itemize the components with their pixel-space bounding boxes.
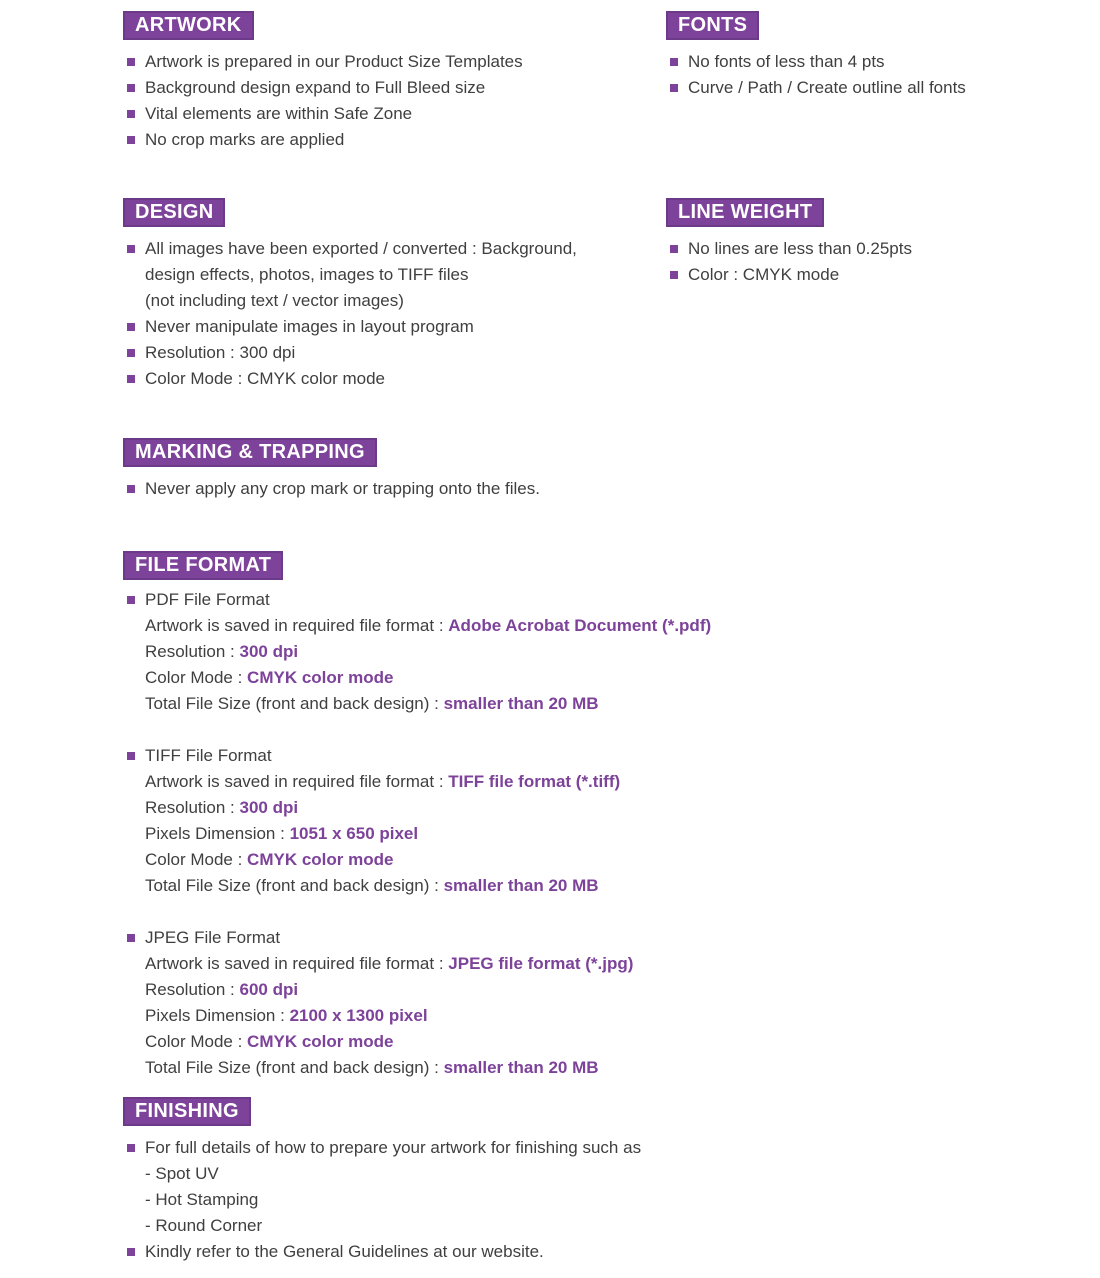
row-value: smaller than 20 MB bbox=[443, 876, 599, 895]
row-label: Resolution : bbox=[145, 642, 240, 661]
list-item-text: (not including text / vector images) bbox=[145, 291, 404, 310]
row-value: 300 dpi bbox=[239, 798, 299, 817]
list-item-text: Background design expand to Full Bleed size bbox=[145, 78, 486, 97]
list-item-text: - Hot Stamping bbox=[145, 1190, 259, 1209]
file-format-row bbox=[123, 951, 711, 977]
bullet-square-icon bbox=[127, 934, 135, 942]
file-format-heading-text: PDF File Format bbox=[145, 590, 270, 609]
section-artwork-title: ARTWORK bbox=[123, 11, 254, 40]
list-item-text: No lines are less than 0.25pts bbox=[688, 239, 912, 258]
finishing-list bbox=[123, 1135, 641, 1265]
list-item-text: All images have been exported / converted : Background, bbox=[145, 239, 577, 258]
file-format-row bbox=[123, 1029, 711, 1055]
file-format-row bbox=[123, 821, 711, 847]
file-format-block-jpeg bbox=[123, 925, 711, 1081]
row-value: 2100 x 1300 pixel bbox=[289, 1006, 428, 1025]
list-item bbox=[123, 1135, 641, 1161]
artwork-list bbox=[123, 49, 523, 153]
row-value: CMYK color mode bbox=[247, 850, 394, 869]
line-weight-list bbox=[666, 236, 912, 288]
bullet-square-icon bbox=[127, 596, 135, 604]
bullet-square-icon bbox=[670, 84, 678, 92]
list-item bbox=[666, 75, 966, 101]
list-item bbox=[123, 127, 523, 153]
bullet-square-icon bbox=[127, 1248, 135, 1256]
section-marking-trapping-title: MARKING & TRAPPING bbox=[123, 438, 377, 467]
bullet-square-icon bbox=[127, 245, 135, 253]
row-value: CMYK color mode bbox=[247, 668, 394, 687]
section-file-format bbox=[123, 551, 711, 1081]
list-item bbox=[123, 1239, 641, 1265]
file-format-heading bbox=[123, 743, 711, 769]
list-item bbox=[123, 49, 523, 75]
list-item-text: No fonts of less than 4 pts bbox=[688, 52, 885, 71]
bullet-square-icon bbox=[127, 485, 135, 493]
row-label: Total File Size (front and back design) : bbox=[145, 1058, 444, 1077]
bullet-square-icon bbox=[127, 58, 135, 66]
file-format-heading bbox=[123, 925, 711, 951]
section-finishing-title: FINISHING bbox=[123, 1097, 251, 1126]
section-line-weight-title: LINE WEIGHT bbox=[666, 198, 824, 227]
file-format-row bbox=[123, 795, 711, 821]
list-item-text: Never apply any crop mark or trapping onto the files. bbox=[145, 479, 540, 498]
section-fonts bbox=[666, 11, 966, 101]
list-item bbox=[123, 340, 577, 366]
file-format-heading bbox=[123, 587, 711, 613]
row-value: JPEG file format (*.jpg) bbox=[448, 954, 634, 973]
file-format-block-tiff bbox=[123, 743, 711, 899]
row-label: Artwork is saved in required file format : bbox=[145, 772, 449, 791]
row-label: Artwork is saved in required file format : bbox=[145, 954, 449, 973]
section-finishing bbox=[123, 1097, 641, 1265]
list-sub-item bbox=[123, 1187, 641, 1213]
file-format-heading-text: TIFF File Format bbox=[145, 746, 272, 765]
section-design bbox=[123, 198, 577, 392]
bullet-square-icon bbox=[127, 136, 135, 144]
row-value: 300 dpi bbox=[239, 642, 299, 661]
file-format-row bbox=[123, 1055, 711, 1081]
bullet-square-icon bbox=[127, 375, 135, 383]
section-fonts-title: FONTS bbox=[666, 11, 759, 40]
list-item bbox=[123, 366, 577, 392]
row-label: Color Mode : bbox=[145, 668, 248, 687]
file-format-row bbox=[123, 691, 711, 717]
file-format-row bbox=[123, 665, 711, 691]
list-item-text: - Spot UV bbox=[145, 1164, 219, 1183]
row-value: 1051 x 650 pixel bbox=[289, 824, 419, 843]
file-format-row bbox=[123, 977, 711, 1003]
row-value: smaller than 20 MB bbox=[443, 1058, 599, 1077]
section-marking-trapping bbox=[123, 438, 540, 502]
list-item-continuation bbox=[123, 262, 577, 288]
bullet-square-icon bbox=[127, 84, 135, 92]
list-item-text: Curve / Path / Create outline all fonts bbox=[688, 78, 966, 97]
bullet-square-icon bbox=[127, 349, 135, 357]
row-label: Pixels Dimension : bbox=[145, 824, 290, 843]
row-value: 600 dpi bbox=[239, 980, 299, 999]
list-item-text: No crop marks are applied bbox=[145, 130, 345, 149]
row-value: smaller than 20 MB bbox=[443, 694, 599, 713]
bullet-square-icon bbox=[670, 245, 678, 253]
row-label: Resolution : bbox=[145, 980, 240, 999]
marking-trapping-list bbox=[123, 476, 540, 502]
list-item-text: - Round Corner bbox=[145, 1216, 263, 1235]
row-label: Total File Size (front and back design) : bbox=[145, 694, 444, 713]
row-label: Color Mode : bbox=[145, 850, 248, 869]
list-item-continuation bbox=[123, 288, 577, 314]
row-value: CMYK color mode bbox=[247, 1032, 394, 1051]
file-format-heading-text: JPEG File Format bbox=[145, 928, 281, 947]
file-format-row bbox=[123, 639, 711, 665]
list-item-text: Artwork is prepared in our Product Size Templates bbox=[145, 52, 523, 71]
list-sub-item bbox=[123, 1213, 641, 1239]
file-format-row bbox=[123, 769, 711, 795]
file-format-row bbox=[123, 873, 711, 899]
row-label: Resolution : bbox=[145, 798, 240, 817]
file-format-block-pdf bbox=[123, 587, 711, 717]
bullet-square-icon bbox=[670, 271, 678, 279]
list-item bbox=[123, 236, 577, 262]
list-item-text: Color : CMYK mode bbox=[688, 265, 840, 284]
bullet-square-icon bbox=[127, 752, 135, 760]
fonts-list bbox=[666, 49, 966, 101]
row-label: Pixels Dimension : bbox=[145, 1006, 290, 1025]
bullet-square-icon bbox=[127, 1144, 135, 1152]
bullet-square-icon bbox=[670, 58, 678, 66]
design-list bbox=[123, 236, 577, 392]
bullet-square-icon bbox=[127, 110, 135, 118]
section-file-format-title: FILE FORMAT bbox=[123, 551, 283, 580]
section-artwork bbox=[123, 11, 523, 153]
bullet-square-icon bbox=[127, 323, 135, 331]
list-item-text: Vital elements are within Safe Zone bbox=[145, 104, 413, 123]
list-item-text: Never manipulate images in layout program bbox=[145, 317, 474, 336]
list-item bbox=[666, 49, 966, 75]
file-format-row bbox=[123, 1003, 711, 1029]
section-design-title: DESIGN bbox=[123, 198, 225, 227]
file-format-row bbox=[123, 613, 711, 639]
row-value: TIFF file format (*.tiff) bbox=[448, 772, 621, 791]
row-value: Adobe Acrobat Document (*.pdf) bbox=[448, 616, 712, 635]
row-label: Color Mode : bbox=[145, 1032, 248, 1051]
list-item bbox=[666, 262, 912, 288]
file-format-row bbox=[123, 847, 711, 873]
list-item-text: Kindly refer to the General Guidelines at our website. bbox=[145, 1242, 544, 1261]
list-item bbox=[666, 236, 912, 262]
list-item bbox=[123, 476, 540, 502]
list-item bbox=[123, 75, 523, 101]
row-label: Artwork is saved in required file format : bbox=[145, 616, 449, 635]
row-label: Total File Size (front and back design) : bbox=[145, 876, 444, 895]
list-item bbox=[123, 314, 577, 340]
list-item-text: Resolution : 300 dpi bbox=[145, 343, 296, 362]
list-item-text: Color Mode : CMYK color mode bbox=[145, 369, 385, 388]
section-line-weight bbox=[666, 198, 912, 288]
list-item bbox=[123, 101, 523, 127]
list-sub-item bbox=[123, 1161, 641, 1187]
list-item-text: For full details of how to prepare your artwork for finishing such as bbox=[145, 1138, 642, 1157]
list-item-text: design effects, photos, images to TIFF files bbox=[145, 265, 469, 284]
